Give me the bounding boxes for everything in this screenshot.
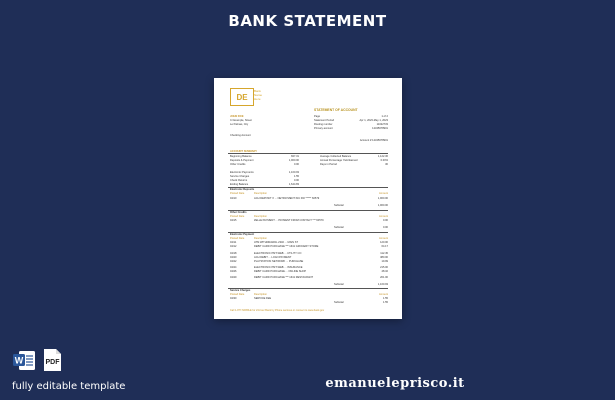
meta-label: Statement Period: [314, 119, 335, 122]
subtotal-value: 0.00: [382, 226, 388, 229]
summary-value: 0.00: [293, 179, 299, 182]
word-document-icon: [13, 350, 37, 371]
transaction-date: 04/26: [230, 270, 237, 273]
summary-label: Days in Period: [320, 163, 337, 166]
svg-text:W: W: [14, 355, 24, 366]
statement-title: STATEMENT OF ACCOUNT: [314, 108, 358, 112]
summary-label: Electronic Payments: [230, 171, 254, 174]
meta-value: Apr 1, 2023-May 1, 2023: [359, 119, 388, 122]
column-header: Description: [254, 237, 267, 240]
subtotal-value: 1,960.00: [377, 204, 388, 207]
bank-statement-document: [214, 78, 402, 319]
transaction-amount: 380.00: [380, 256, 388, 259]
transaction-date: 04/20: [230, 256, 237, 259]
transaction-date: 04/24: [230, 266, 237, 269]
transaction-description: ZELLE PAYMENT ... PAYMENT FROM CONTACT *** 60579: [254, 219, 324, 222]
summary-value: 847.31: [291, 155, 299, 158]
summary-label: Beginning Balance: [230, 155, 252, 158]
transaction-description: ATM WITHDRAWAL 2340 ... MAIN ST: [254, 241, 299, 244]
column-header: Description: [254, 192, 267, 195]
summary-label: Service Charges: [230, 175, 250, 178]
section-heading: Electronic Payment: [230, 233, 255, 236]
transaction-amount: 201.00: [380, 276, 388, 279]
summary-label: Other Credits: [230, 163, 246, 166]
divider: [228, 153, 388, 154]
column-header: Description: [254, 215, 267, 218]
meta-value: 1 of 2: [381, 115, 388, 118]
customer-name: JOHN DOE: [230, 115, 244, 118]
transaction-date: 04/11: [230, 241, 237, 244]
column-header: Posted Date: [230, 215, 245, 218]
meta-value: 12345678901: [372, 127, 388, 130]
transaction-description: DEBIT CARD PURCHASE *** 1641 GROCERY STORE: [254, 245, 319, 248]
bank-logo-text: Bank Name Here: [254, 89, 263, 101]
summary-value: 1,122.36: [377, 155, 388, 158]
transaction-amount: 1,960.00: [377, 197, 388, 200]
summary-value: 0.00: [293, 163, 299, 166]
column-header: Amount: [379, 192, 388, 195]
customer-address-line: Le Palmas, City: [230, 123, 249, 126]
account-number: Account # 12345678901: [359, 139, 388, 142]
summary-heading: ACCOUNT SUMMARY: [230, 150, 257, 153]
transaction-date: 04/10: [230, 197, 237, 200]
summary-value: 1,160.93: [288, 171, 299, 174]
summary-label: Check Returns: [230, 179, 248, 182]
column-header: Posted Date: [230, 293, 245, 296]
subtotal-value: 1,160.93: [377, 283, 388, 286]
transaction-amount: 19.99: [381, 260, 388, 263]
summary-label: Deposits & Payment: [230, 159, 254, 162]
section-heading: Service Charges: [230, 289, 251, 292]
meta-value: 11022733: [376, 123, 388, 126]
column-header: Amount: [379, 293, 388, 296]
transaction-date: 04/29: [230, 276, 237, 279]
column-header: Amount: [379, 215, 388, 218]
transaction-date: 04/22: [230, 260, 237, 263]
transaction-description: SERVICE FEE: [254, 297, 272, 300]
transaction-amount: 120.00: [380, 241, 388, 244]
transaction-amount: 48.32: [381, 270, 388, 273]
svg-text:PDF: PDF: [45, 359, 60, 366]
section-heading: Other Credits: [230, 211, 247, 214]
account-type: Checking Account: [230, 134, 251, 137]
summary-value: 1,644.83: [288, 183, 299, 186]
transaction-date: 04/12: [230, 245, 237, 248]
divider: [228, 210, 388, 211]
transaction-date: 04/30: [230, 297, 237, 300]
transaction-amount: 64.17: [381, 245, 388, 248]
customer-address-line: C/ Example, Street: [230, 119, 252, 122]
subtotal-label: Subtotal: [334, 226, 344, 229]
transaction-date: 04/15: [230, 219, 237, 222]
transaction-description: ELECTRONIC PMT-WEB ... UTILITY CO: [254, 252, 302, 255]
editable-template-caption: fully editable template: [12, 381, 126, 392]
summary-value: 0.00%: [380, 159, 388, 162]
bank-logo: DE: [230, 88, 254, 106]
subtotal-label: Subtotal: [334, 301, 344, 304]
summary-label: Ending Balance: [230, 183, 249, 186]
meta-label: Page: [314, 115, 321, 118]
divider: [228, 288, 388, 289]
summary-value: 1.55: [293, 175, 299, 178]
transaction-description: PLAYSTATION NETWORK ... PURCHASE: [254, 260, 304, 263]
summary-value: 1,960.00: [288, 159, 299, 162]
summary-label: Annual Percentage Yield Earned: [320, 159, 358, 162]
statement-footer-note: Call 1-877-MOBILE for 24-hour Bank by Phone services or connect to www.bank.gov: [230, 309, 325, 312]
summary-label: Average Collected Balance: [320, 155, 352, 158]
transaction-amount: 1.55: [382, 297, 388, 300]
page-title: BANK STATEMENT: [228, 12, 387, 30]
column-header: Posted Date: [230, 237, 245, 240]
pdf-document-icon: [40, 348, 64, 372]
transaction-description: ACH DEBIT ... LOAN PAYMENT: [254, 256, 292, 259]
section-heading: Electronic Deposits: [230, 188, 255, 191]
transaction-date: 04/18: [230, 252, 237, 255]
meta-label: Routing number: [314, 123, 333, 126]
transaction-amount: 0.00: [382, 219, 388, 222]
subtotal-label: Subtotal: [334, 283, 344, 286]
transaction-description: DEBIT CARD PURCHASE *** 1641 RESTAURANT: [254, 276, 314, 279]
transaction-description: DEBIT CARD PURCHASE ... ONLINE SHOP: [254, 270, 307, 273]
summary-value: 30: [385, 163, 388, 166]
website-url[interactable]: emanueleprisco.it: [325, 376, 465, 391]
transaction-amount: 112.45: [380, 252, 388, 255]
subtotal-label: Subtotal: [334, 204, 344, 207]
transaction-amount: 215.00: [380, 266, 388, 269]
column-header: Amount: [379, 237, 388, 240]
column-header: Posted Date: [230, 192, 245, 195]
column-header: Description: [254, 293, 267, 296]
transaction-description: ACH DEPOSIT X ... NETPAYMENT INC PAY ***** 60579: [254, 197, 320, 200]
transaction-description: ELECTRONIC PMT-WEB ... INSURANCE: [254, 266, 303, 269]
meta-label: Primary account: [314, 127, 333, 130]
subtotal-value: 1.55: [382, 301, 388, 304]
